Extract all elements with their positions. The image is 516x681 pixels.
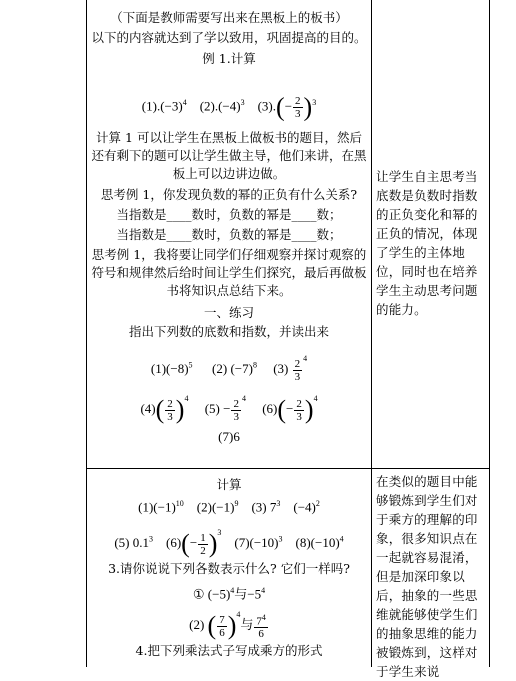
intro-text: 以下的内容就达到了学以致用，巩固提高的目的。 <box>91 30 367 45</box>
bottom-content-cell <box>88 470 370 667</box>
expr-3-label: (3). <box>257 98 277 114</box>
expr-3-fraction: $\frac{2}{3}$ <box>295 94 301 120</box>
example-title: 例 1.计算 <box>202 51 256 66</box>
bottom-intent-text: 在类似的题目中能够锻炼到学生们对于乘方的理解的印象，很多知识点在一起就容易混淆，但是加深印象以后，抽象的一些思维就能够使学生们的抽象思维的能力被锻炼到，这样对于学生来说 <box>376 474 478 679</box>
calc-title: 计算 <box>216 477 242 492</box>
practice-row-1: $(1)(-8)^5$ (2) $(-7)^8$ (3) $\frac{2}{3}$ $^4$ <box>150 354 308 383</box>
practice-question: 指出下列数的底数和指数，并读出来 <box>128 324 329 339</box>
calc-row-2: (5) $0.1^3$ (6)(− $\frac{1}{2}$ )$^3$ $(7)(-10)^3$ $(8)(-10)^4$ <box>114 528 344 559</box>
blank-line-2: 当指数是____数时，负数的幂是____数； <box>116 227 342 242</box>
board-note: （下面是教师需要写出来在黑板上的板书） <box>110 10 348 25</box>
expr-2-base: (2).(−4) <box>199 98 241 114</box>
table-row-divider <box>86 468 490 469</box>
table-border-middle <box>371 0 372 667</box>
practice-row-3: (7)6 <box>218 429 240 444</box>
practice-title: 一、练习 <box>203 305 254 320</box>
calc-row-1: $(1)(-1)^{10}$ $(2)(-1)^9$ (3) $7^3$ $(-4)^2$ <box>138 499 320 515</box>
expr-3-sign: − <box>284 98 293 114</box>
question-4: 4.把下列乘法式子写成乘方的形式 <box>135 643 323 658</box>
blank-line-1: 当指数是____数时，负数的幂是____数； <box>116 207 342 222</box>
expr-1-base: (1).(−3) <box>141 98 183 114</box>
top-intent-text: 让学生自主思考当底数是负数时指数的正负变化和幂的正负的情况，体现了学生的主体地位，同时也在培养学生主动思考问题的能力。 <box>376 169 478 317</box>
question-3: 3.请你说说下列各数表示什么? 它们一样吗? <box>108 561 350 576</box>
question-3-item-2: (2) ( $\frac{7}{6}$ )$^4$与 $\frac{7^4}{6}$ <box>189 610 266 641</box>
table-border-left <box>86 0 87 667</box>
think-question: 思考例 1，你发现负数的幂的正负有什么关系? <box>100 187 358 202</box>
expr-1-exp: 4 <box>182 98 187 107</box>
para-board-work: 计算 1 可以让学生在黑板上做板书的题目，然后还有剩下的题可以让学生做主导，他们来讲，在黑板上可以边讲边做。 <box>91 130 367 181</box>
practice-row-2: (4)( $\frac{2}{3}$ )$^4$ (5) − $\frac{2}{3}$ $^4$ (6)(− $\frac{2}{3}$ )$^4$ <box>140 394 318 425</box>
expr-2-exp: 3 <box>240 98 245 107</box>
top-content-cell <box>88 0 370 466</box>
expr-3-exp: 3 <box>312 98 317 107</box>
table-border-right <box>489 0 490 667</box>
para-explore: 思考例 1，我将要让同学们仔细观察并探讨观察的符号和规律然后给时间让学生们探究，最后再做板书将知识点总结下来。 <box>91 247 367 298</box>
question-3-item-1: ① $(-5)^4$与$-5^4$ <box>192 586 266 602</box>
example-1-expressions: $(1).(-3)^4$ $(2).(-4)^3$ (3).(− $\frac{2}{3}$ )$^3$ <box>141 92 317 122</box>
